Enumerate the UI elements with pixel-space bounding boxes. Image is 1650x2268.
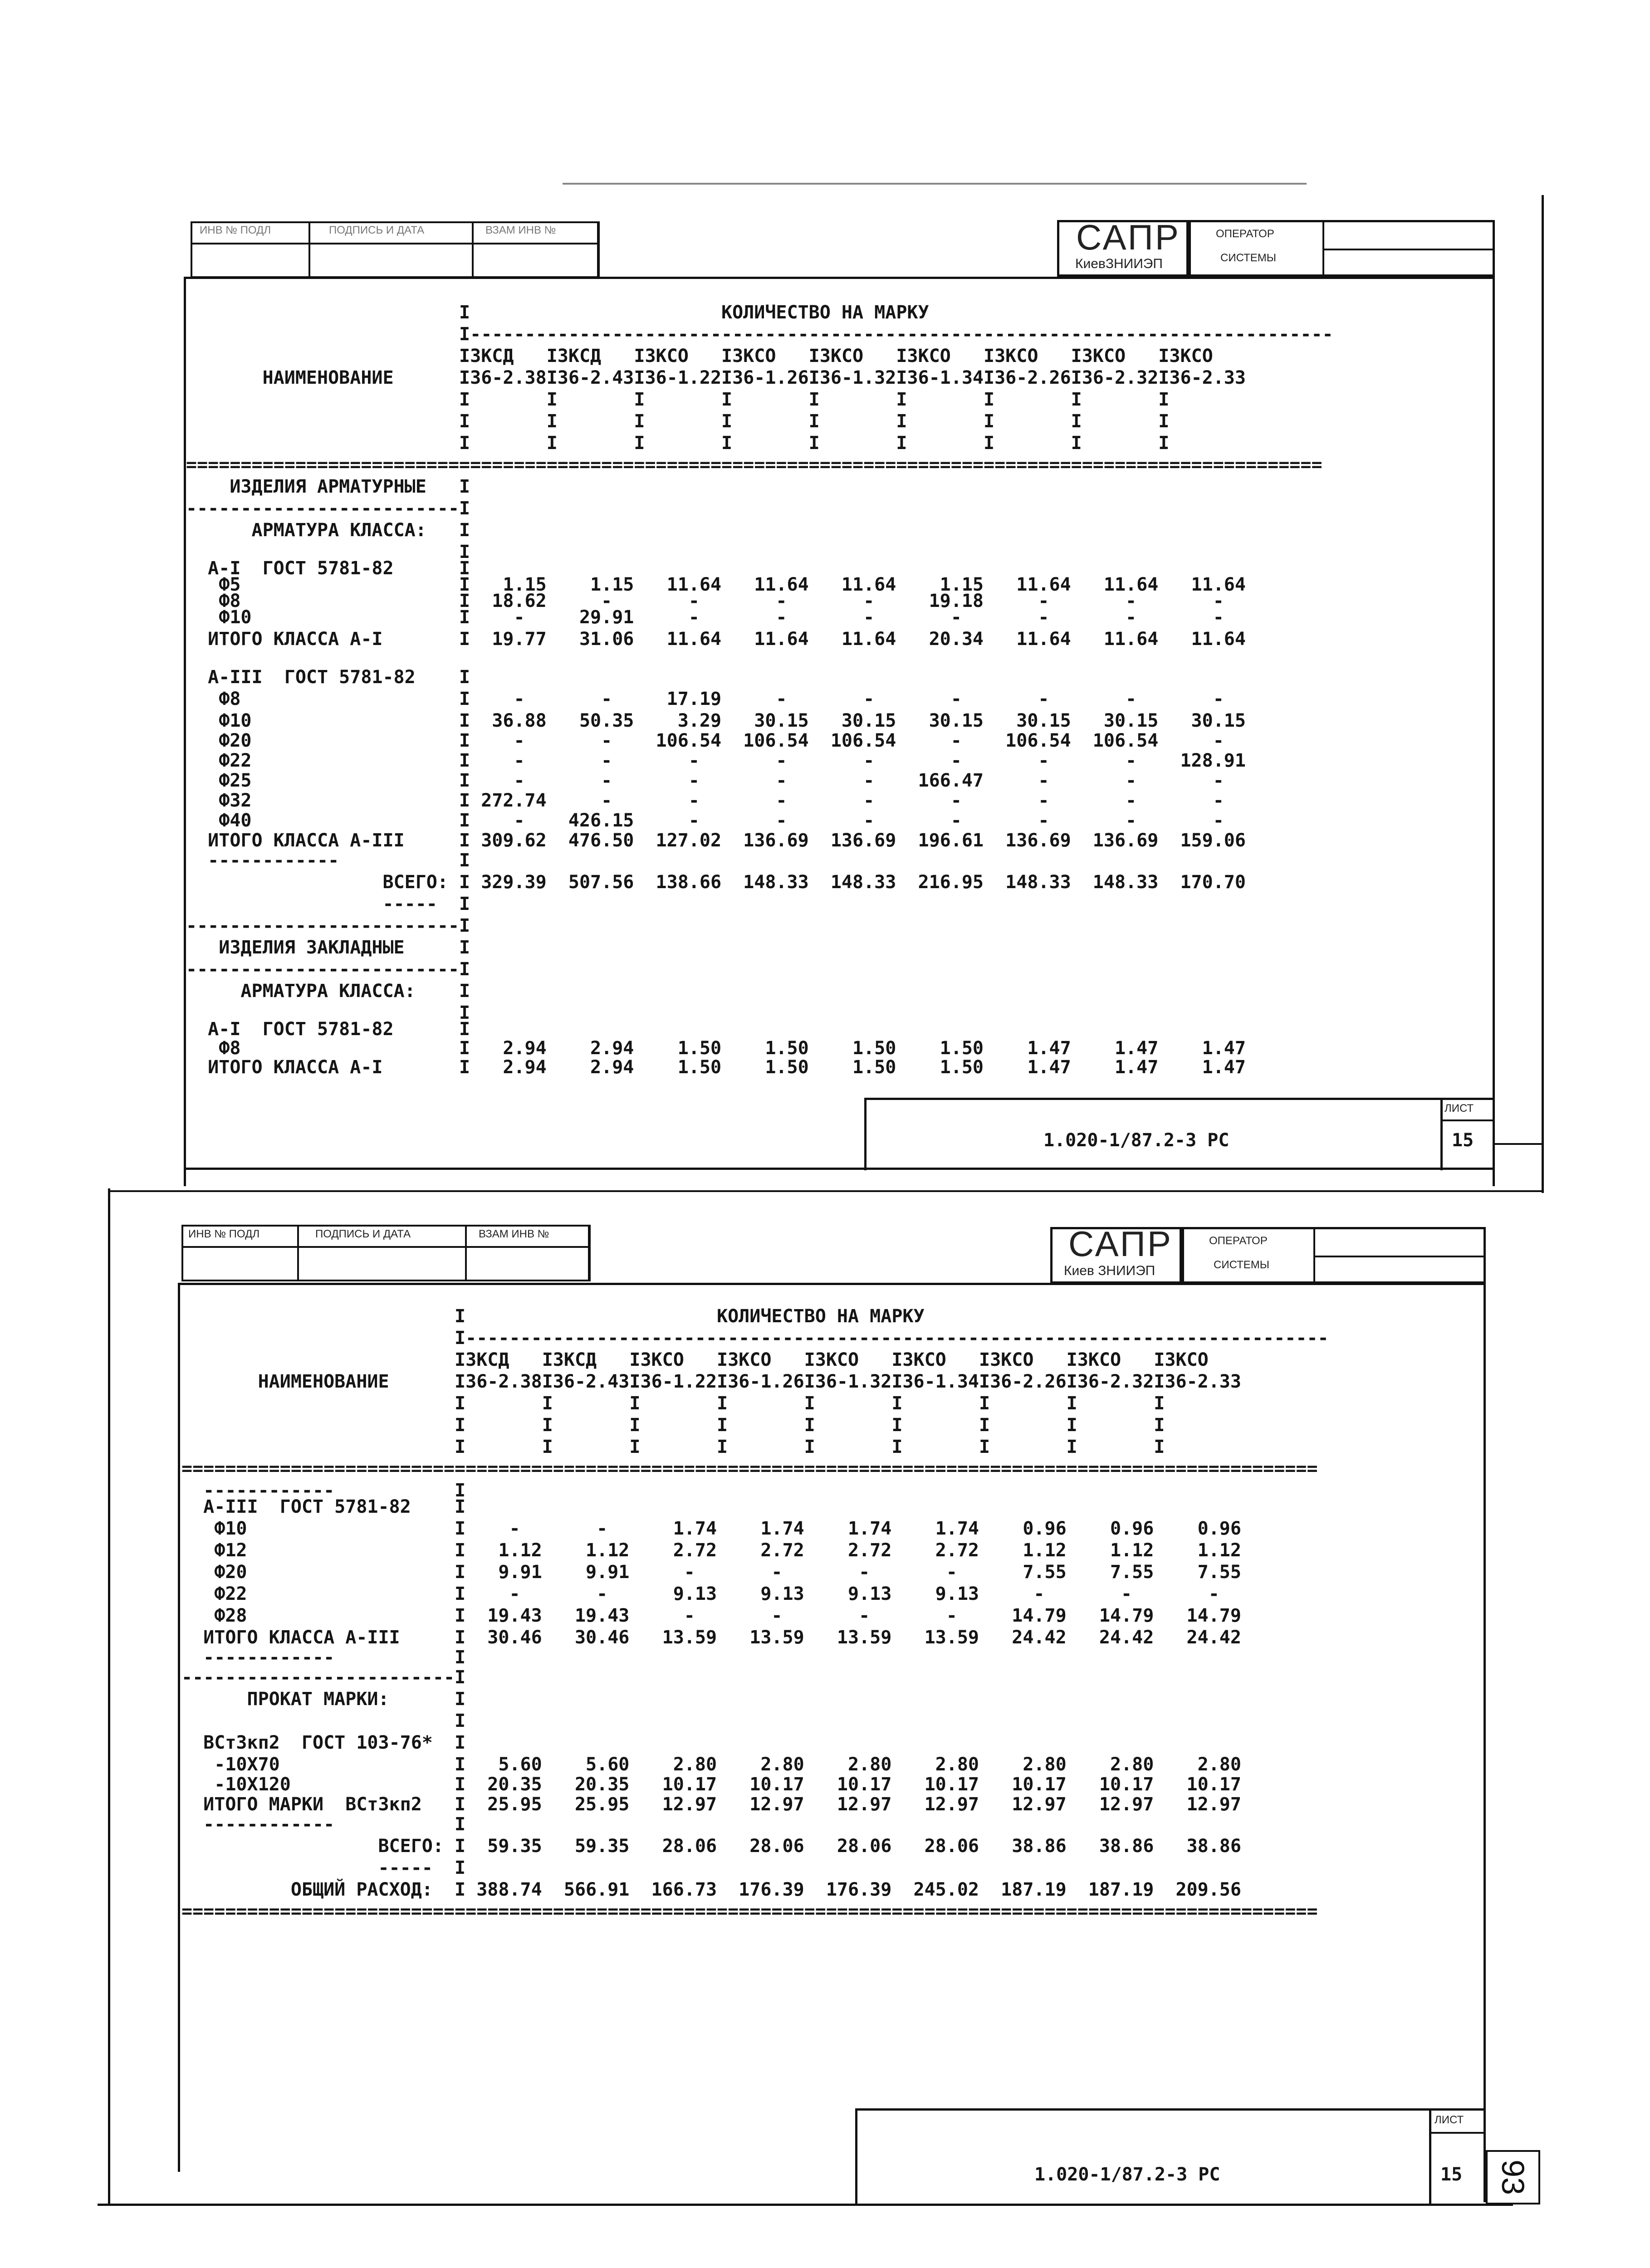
table-line: НАИМЕНОВАНИЕ I36-2.38I36-2.43I36-1.22I36-1.26I36-1.32I36-1.34I36-2.26I36-2.32I36-2.33 <box>186 367 1246 388</box>
table-line: ----- I <box>186 894 470 914</box>
stamp-left-vline <box>589 1225 591 1281</box>
table-line: I I I I I I I I I <box>181 1437 1165 1457</box>
table-line: I I I I I I I I I <box>186 389 1170 410</box>
list-number: 15 <box>1440 2164 1463 2185</box>
table-line: ------------ I <box>181 1814 466 1835</box>
document-code: 1.020-1/87.2-3 РС <box>1043 1130 1229 1151</box>
stamp-inv-label: ИНВ № ПОДЛ <box>188 1228 260 1240</box>
table-line: ----- I <box>181 1857 466 1878</box>
table-line: -------------------------I <box>186 915 470 936</box>
table-line: ОБЩИЙ РАСХОД: I 388.74 566.91 166.73 176.39 176.39 245.02 187.19 187.19 209.56 <box>181 1879 1241 1900</box>
frame-left-lower <box>108 1188 110 2204</box>
stamp-hline <box>181 1246 590 1248</box>
table-line: ИТОГО КЛАССА А-I I 2.94 2.94 1.50 1.50 1.50 1.50 1.47 1.47 1.47 <box>186 1057 1246 1078</box>
table-line: Ф32 I 272.74 - - - - - - - - <box>186 790 1224 811</box>
operator-hline <box>1313 1256 1486 1257</box>
table-line: I3КСД I3КСД I3КСО I3КСО I3КСО I3КСО I3КСО I3КСО I3КСО <box>186 346 1213 367</box>
frame-right-outer <box>1542 195 1544 1193</box>
stamp-vzam-label: ВЗАМ ИНВ № <box>479 1228 549 1240</box>
table-line: Ф8 I 2.94 2.94 1.50 1.50 1.50 1.50 1.47 1.47 1.47 <box>186 1038 1246 1059</box>
list-hline <box>1440 1119 1495 1121</box>
list-tail <box>1493 1143 1542 1145</box>
table-line: Ф25 I - - - - - 166.47 - - - <box>186 770 1224 791</box>
table-line: -10Х120 I 20.35 20.35 10.17 10.17 10.17 10.17 10.17 10.17 10.17 <box>181 1774 1241 1795</box>
institute-label: Киев ЗНИИЭП <box>1064 1263 1155 1278</box>
table-line: Ф22 I - - - - - - - - 128.91 <box>186 750 1246 771</box>
table-line: А-III ГОСТ 5781-82 I <box>186 667 470 688</box>
table-line: Ф5 I 1.15 1.15 11.64 11.64 11.64 1.15 11.64 11.64 11.64 <box>186 574 1246 595</box>
stamp-vline <box>297 1225 299 1281</box>
table-line: ------------ I <box>186 850 470 871</box>
table-line: I3КСД I3КСД I3КСО I3КСО I3КСО I3КСО I3КСО I3КСО I3КСО <box>181 1349 1209 1370</box>
stamp-sign-label: ПОДПИСЬ И ДАТА <box>315 1228 411 1240</box>
table-line: -------------------------I <box>181 1667 466 1688</box>
table-line: Ф10 I - - 1.74 1.74 1.74 1.74 0.96 0.96 0.96 <box>181 1518 1241 1539</box>
table-line: ------------ I <box>181 1647 466 1668</box>
operator-label: ОПЕРАТОР <box>1209 1235 1268 1247</box>
table-line: Ф40 I - 426.15 - - - - - - - <box>186 810 1224 831</box>
table-line: ======================================================================================================== <box>181 1458 1318 1479</box>
stamp-vzam-label: ВЗАМ ИНВ № <box>485 224 556 236</box>
table-line: I I I I I I I I I <box>186 411 1170 432</box>
table-line: АРМАТУРА КЛАССА: I <box>186 981 470 1002</box>
table-line: ИЗДЕЛИЯ АРМАТУРНЫЕ I <box>186 476 470 497</box>
stamp-inv-label: ИНВ № ПОДЛ <box>200 224 271 236</box>
table-line: I <box>181 1711 466 1731</box>
list-label: ЛИСТ <box>1444 1102 1474 1114</box>
list-hline <box>1429 2132 1486 2134</box>
table-line: ======================================================================================================== <box>186 455 1322 475</box>
table-line: I <box>186 1002 470 1023</box>
table-line: ИЗДЕЛИЯ ЗАКЛАДНЫЕ I <box>186 937 470 958</box>
sheet-separator <box>108 1190 1542 1192</box>
table-line: ======================================================================================================== <box>181 1901 1318 1922</box>
operator-hline <box>1322 249 1495 250</box>
table-line: А-I ГОСТ 5781-82 I <box>186 1019 470 1040</box>
table-line: Ф10 I - 29.91 - - - - - - - <box>186 607 1224 628</box>
table-line: Ф22 I - - 9.13 9.13 9.13 9.13 - - - <box>181 1584 1219 1604</box>
frame-bottom-left <box>98 2204 1513 2206</box>
titleblock-top <box>855 2108 1486 2111</box>
table-line: I------------------------------------------------------------------------------- <box>186 324 1333 345</box>
table-line: ПРОКАТ МАРКИ: I <box>181 1689 466 1710</box>
frame-bottom <box>184 1168 1495 1170</box>
table-line: Ф8 I 18.62 - - - - 19.18 - - - <box>186 591 1224 611</box>
stamp-vline <box>472 221 474 278</box>
table-line: I КОЛИЧЕСТВО НА МАРКУ <box>186 302 929 323</box>
list-label: ЛИСТ <box>1435 2114 1464 2126</box>
table-line: АРМАТУРА КЛАССА: I <box>186 520 470 541</box>
stamp-hline <box>191 243 599 244</box>
table-line: -10Х70 I 5.60 5.60 2.80 2.80 2.80 2.80 2.80 2.80 2.80 <box>181 1754 1241 1775</box>
sapr-label: САПР <box>1068 1224 1173 1264</box>
table-line: Ф20 I - - 106.54 106.54 106.54 - 106.54 106.54 - <box>186 730 1224 751</box>
frame-right <box>1484 1227 1486 2202</box>
document-code: 1.020-1/87.2-3 РС <box>1034 2164 1220 2185</box>
table-line: НАИМЕНОВАНИЕ I36-2.38I36-2.43I36-1.22I36-1.26I36-1.32I36-1.34I36-2.26I36-2.32I36-2.33 <box>181 1371 1241 1392</box>
table-line: ИТОГО КЛАССА А-I I 19.77 31.06 11.64 11.64 11.64 20.34 11.64 11.64 11.64 <box>186 629 1246 650</box>
stamp-vline <box>465 1225 467 1281</box>
table-line: I КОЛИЧЕСТВО НА МАРКУ <box>181 1306 925 1327</box>
frame-left <box>178 1283 180 2172</box>
table-line: ИТОГО КЛАССА А-III I 30.46 30.46 13.59 13.59 13.59 13.59 24.42 24.42 24.42 <box>181 1627 1241 1648</box>
sapr-label: САПР <box>1076 217 1180 257</box>
operator-system-label: СИСТЕМЫ <box>1214 1259 1270 1271</box>
table-line: ВСт3кп2 ГОСТ 103-76* I <box>181 1732 466 1753</box>
table-line: Ф20 I 9.91 9.91 - - - - 7.55 7.55 7.55 <box>181 1562 1241 1583</box>
table-line: ------------ I <box>181 1480 466 1501</box>
top-rule <box>563 183 1307 185</box>
stamp-sign-label: ПОДПИСЬ И ДАТА <box>329 224 425 236</box>
stamp-vline <box>308 221 310 278</box>
table-line: I <box>186 542 470 562</box>
operator-system-label: СИСТЕМЫ <box>1220 252 1277 264</box>
titleblock-left <box>864 1098 867 1170</box>
table-line: Ф28 I 19.43 19.43 - - - - 14.79 14.79 14.79 <box>181 1605 1241 1626</box>
institute-label: КиевЗНИИЭП <box>1075 256 1163 271</box>
frame-top <box>184 277 1495 279</box>
list-vline <box>1429 2108 1431 2204</box>
table-line: Ф12 I 1.12 1.12 2.72 2.72 2.72 2.72 1.12 1.12 1.12 <box>181 1540 1241 1561</box>
table-line: ВСЕГО: I 329.39 507.56 138.66 148.33 148.33 216.95 148.33 148.33 170.70 <box>186 872 1246 893</box>
table-line: -------------------------I <box>186 498 470 519</box>
table-line: I------------------------------------------------------------------------------- <box>181 1328 1329 1349</box>
titleblock-left <box>855 2108 857 2204</box>
table-line: А-III ГОСТ 5781-82 I <box>181 1496 466 1517</box>
table-line: I I I I I I I I I <box>181 1393 1165 1414</box>
titleblock-top <box>864 1098 1495 1100</box>
table-line: Ф8 I - - 17.19 - - - - - - <box>186 689 1224 709</box>
frame-top <box>178 1283 1486 1285</box>
table-line: Ф10 I 36.88 50.35 3.29 30.15 30.15 30.15 30.15 30.15 30.15 <box>186 710 1246 731</box>
list-vline <box>1440 1098 1443 1170</box>
table-line: ИТОГО МАРКИ ВСт3кп2 I 25.95 25.95 12.97 12.97 12.97 12.97 12.97 12.97 12.97 <box>181 1794 1241 1815</box>
stamp-left-vline <box>598 221 600 278</box>
table-line: I I I I I I I I I <box>181 1415 1165 1436</box>
table-line: I I I I I I I I I <box>186 433 1170 454</box>
table-line: ИТОГО КЛАССА А-III I 309.62 476.50 127.02 136.69 136.69 196.61 136.69 136.69 159.06 <box>186 830 1246 851</box>
frame-right <box>1493 220 1495 1186</box>
table-line: -------------------------I <box>186 959 470 980</box>
table-line: ВСЕГО: I 59.35 59.35 28.06 28.06 28.06 28.06 38.86 38.86 38.86 <box>181 1836 1241 1857</box>
operator-label: ОПЕРАТОР <box>1216 228 1274 240</box>
list-number: 15 <box>1452 1130 1474 1151</box>
page-number: 93 <box>1495 2160 1531 2195</box>
table-line: А-I ГОСТ 5781-82 I <box>186 558 470 579</box>
